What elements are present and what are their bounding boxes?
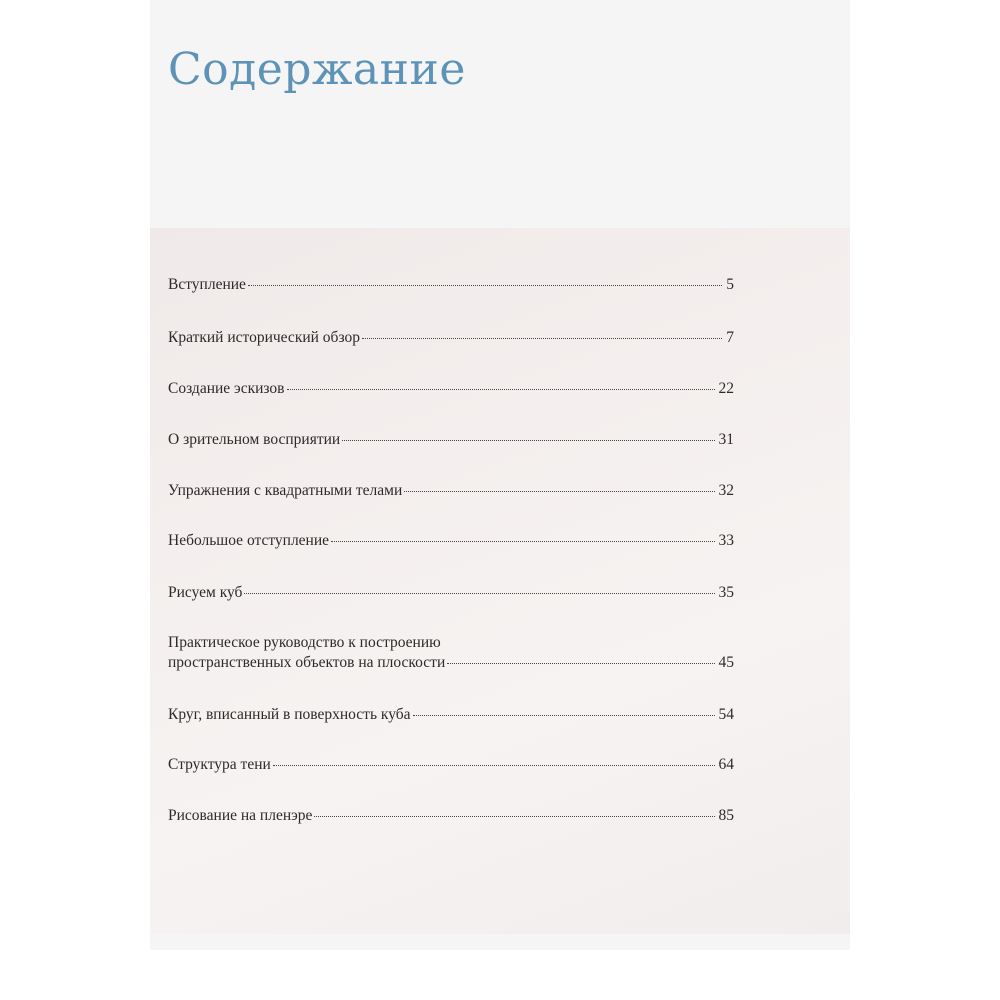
toc-entry[interactable] [168,531,734,551]
toc-page-number: 31 [718,431,734,448]
dot-leader [362,338,722,339]
toc-page-number: 54 [718,706,734,723]
dot-leader [331,541,714,542]
toc-entry-title: Рисуем куб [168,584,243,601]
dot-leader [287,389,715,390]
dot-leader [244,593,714,594]
page-title: Содержание [168,44,466,95]
toc-entry[interactable] [168,430,734,450]
toc-entry[interactable] [168,481,734,501]
toc-entry-title: Круг, вписанный в поверхность куба [168,706,411,723]
toc-page-number: 7 [726,329,734,346]
toc-entry[interactable] [168,328,734,348]
dot-leader [248,285,722,286]
toc-entry[interactable] [168,275,734,295]
toc-entry-title: Упражнения с квадратными телами [168,482,403,499]
toc-entry[interactable] [168,379,734,399]
dot-leader [314,816,714,817]
toc-entry-title: Практическое руководство к построению [168,634,441,651]
toc-entry-title: О зрительном восприятии [168,431,341,448]
toc-entry-title: Структура тени [168,756,271,773]
toc-entry-title-continued: пространственных объектов на плоскости [168,654,446,671]
toc-entry[interactable] [168,806,734,826]
toc-entry-title: Вступление [168,276,246,293]
toc-page-number: 32 [718,482,734,499]
toc-entry[interactable] [168,705,734,725]
toc-page-number: 45 [718,654,734,671]
dot-leader [447,663,714,664]
toc-entry-title: Краткий исторический обзор [168,329,360,346]
toc-entry[interactable] [168,755,734,775]
toc-entry-title: Небольшое отступление [168,532,330,549]
dot-leader [273,765,715,766]
toc-entry-line2 [168,653,734,673]
toc-entry[interactable] [168,633,734,673]
dot-leader [342,440,714,441]
toc-page-number: 85 [718,807,734,824]
toc-page-number: 22 [718,380,734,397]
toc-page-number: 64 [718,756,734,773]
dot-leader [413,715,715,716]
toc-page-number: 35 [718,584,734,601]
toc-page-number: 5 [726,276,734,293]
toc-entry-title: Создание эскизов [168,380,285,397]
toc-page-number: 33 [718,532,734,549]
toc-entry[interactable] [168,583,734,603]
toc-entry-title: Рисование на пленэре [168,807,313,824]
dot-leader [404,491,714,492]
